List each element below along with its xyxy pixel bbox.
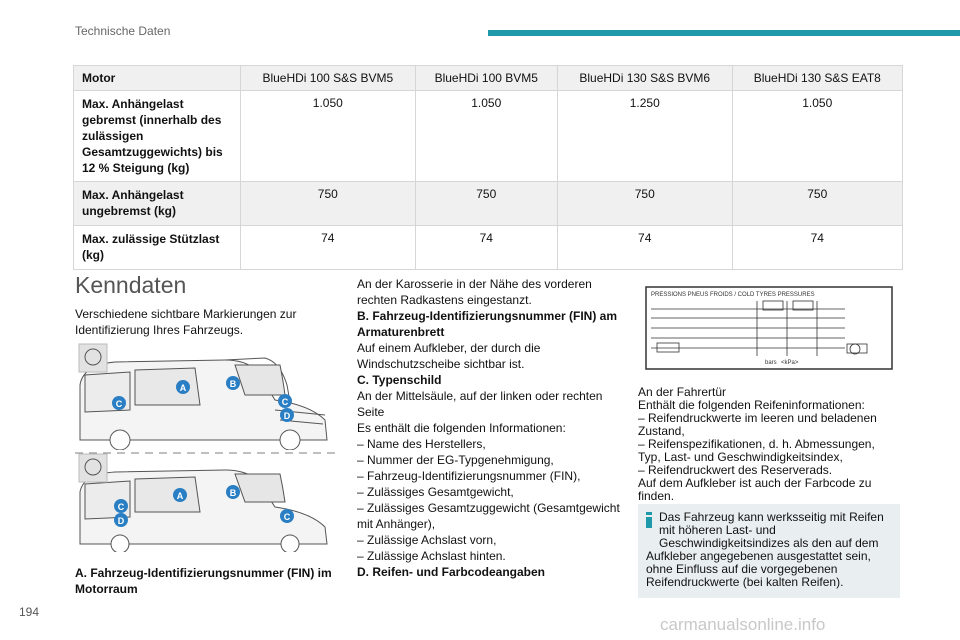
cell: 74 <box>241 226 416 270</box>
col-header: Motor <box>74 66 241 91</box>
row-label: Max. Anhängelast gebremst (innerhalb des zulässigen Gesamtzuggewichts) bis 12 % Steigung (kg) <box>74 91 241 182</box>
col-header: BlueHDi 100 S&S BVM5 <box>241 66 416 91</box>
list-item: – Nummer der EG-Typgenehmigung, <box>357 453 554 467</box>
paragraph: An der Fahrertür <box>638 385 727 399</box>
marker-C-icon <box>278 394 292 408</box>
table-header-row <box>74 66 903 91</box>
cell: 1.050 <box>415 91 557 182</box>
list-item: – Zulässige Achslast hinten. <box>357 549 506 563</box>
watermark: carmanualsonline.info <box>660 615 826 634</box>
table-row <box>74 226 903 270</box>
cell: 1.250 <box>557 91 732 182</box>
specs-table <box>73 65 903 270</box>
paragraph: An der Mittelsäule, auf der linken oder rechten Seite <box>357 389 603 419</box>
paragraph: Auf dem Aufkleber ist auch der Farbcode zu finden. <box>638 476 872 503</box>
marker-C-icon <box>114 499 128 513</box>
cell: 74 <box>557 226 732 270</box>
svg-text:C: C <box>115 399 123 409</box>
list-item: – Zulässiges Gesamtzuggewicht (Gesamtgewicht mit Anhänger), <box>357 501 620 531</box>
row-label: Max. Anhängelast ungebremst (kg) <box>74 182 241 226</box>
info-note <box>638 504 900 598</box>
svg-text:bars: bars <box>765 360 777 366</box>
tyre-pressure-label <box>645 286 893 370</box>
marker-D-icon <box>114 513 128 527</box>
svg-text:<kPa>: <kPa> <box>781 360 799 366</box>
header-accent-bar <box>488 30 960 36</box>
svg-text:C: C <box>283 512 291 522</box>
svg-text:A: A <box>176 491 184 501</box>
list-item: – Reifendruckwert des Reserverads. <box>638 463 833 477</box>
heading-d: D. Reifen- und Farbcodeangaben <box>357 565 546 579</box>
list-item: – Fahrzeug-Identifizierungsnummer (FIN), <box>357 469 581 483</box>
table-row <box>74 91 903 182</box>
cell: 74 <box>415 226 557 270</box>
row-label: Max. zulässige Stützlast (kg) <box>74 226 241 270</box>
vehicle-diagram-bottom <box>75 452 337 552</box>
note-text: Das Fahrzeug kann werksseitig mit Reifen mit höheren Last- und Geschwindigkeitsindizes als den auf dem <box>659 510 884 550</box>
page-number: 194 <box>19 605 40 619</box>
list-item: – Zulässige Achslast vorn, <box>357 533 497 547</box>
paragraph: Enthält die folgenden Reifeninformationen: <box>638 398 865 412</box>
svg-text:B: B <box>229 379 237 389</box>
vehicle-diagram-top <box>75 340 337 450</box>
cell: 1.050 <box>732 91 902 182</box>
list-item: – Zulässiges Gesamtgewicht, <box>357 485 514 499</box>
heading-c: C. Typenschild <box>357 373 442 387</box>
cell: 750 <box>732 182 902 226</box>
col-header: BlueHDi 100 BVM5 <box>415 66 557 91</box>
col-header: BlueHDi 130 S&S EAT8 <box>732 66 902 91</box>
list-item: – Name des Herstellers, <box>357 437 486 451</box>
cell: 750 <box>415 182 557 226</box>
paragraph: An der Karosserie in der Nähe des vorderen rechten Radkastens eingestanzt. <box>357 277 592 307</box>
cell: 74 <box>732 226 902 270</box>
section-intro: Verschiedene sichtbare Markierungen zur Identifizierung Ihres Fahrzeugs. <box>75 307 297 337</box>
col-header: BlueHDi 130 S&S BVM6 <box>557 66 732 91</box>
running-header: Technische Daten <box>75 24 171 38</box>
marker-A-icon <box>176 380 190 394</box>
svg-text:C: C <box>117 502 125 512</box>
paragraph: Auf einem Aufkleber, der durch die Windschutzscheibe sichtbar ist. <box>357 341 541 371</box>
svg-text:PRESSIONS PNEUS FROIDS / COLD: PRESSIONS PNEUS FROIDS / COLD TYRES PRESSURES <box>651 292 815 298</box>
marker-D-icon <box>280 408 294 422</box>
svg-text:C: C <box>281 397 289 407</box>
marker-C-icon <box>112 396 126 410</box>
marker-B-icon <box>226 376 240 390</box>
svg-text:B: B <box>229 488 237 498</box>
svg-text:A: A <box>179 383 187 393</box>
note-text: Aufkleber angegebenen ausgestattet sein, ohne Einfluss auf die vorgegebenen Reifendruckwerte (bei kalten Reifen). <box>646 549 871 589</box>
table-row <box>74 182 903 226</box>
marker-A-icon <box>173 488 187 502</box>
cell: 1.050 <box>241 91 416 182</box>
marker-C-icon <box>280 509 294 523</box>
list-item: – Reifenspezifikationen, d. h. Abmessungen, Typ, Last- und Geschwindigkeitsindex, <box>638 437 875 464</box>
svg-text:D: D <box>283 411 291 421</box>
caption-a: A. Fahrzeug-Identifizierungsnummer (FIN) im Motorraum <box>75 566 332 596</box>
svg-text:D: D <box>117 516 125 526</box>
cell: 750 <box>557 182 732 226</box>
heading-b: B. Fahrzeug-Identifizierungsnummer (FIN) am Armaturenbrett <box>357 309 618 339</box>
info-icon <box>646 512 652 528</box>
list-item: – Reifendruckwerte im leeren und beladenen Zustand, <box>638 411 877 438</box>
identification-column <box>357 276 627 580</box>
tyre-info-column <box>638 386 900 503</box>
marker-B-icon <box>226 485 240 499</box>
section-title: Kenndaten <box>75 272 187 298</box>
cell: 750 <box>241 182 416 226</box>
paragraph: Es enthält die folgenden Informationen: <box>357 421 566 435</box>
